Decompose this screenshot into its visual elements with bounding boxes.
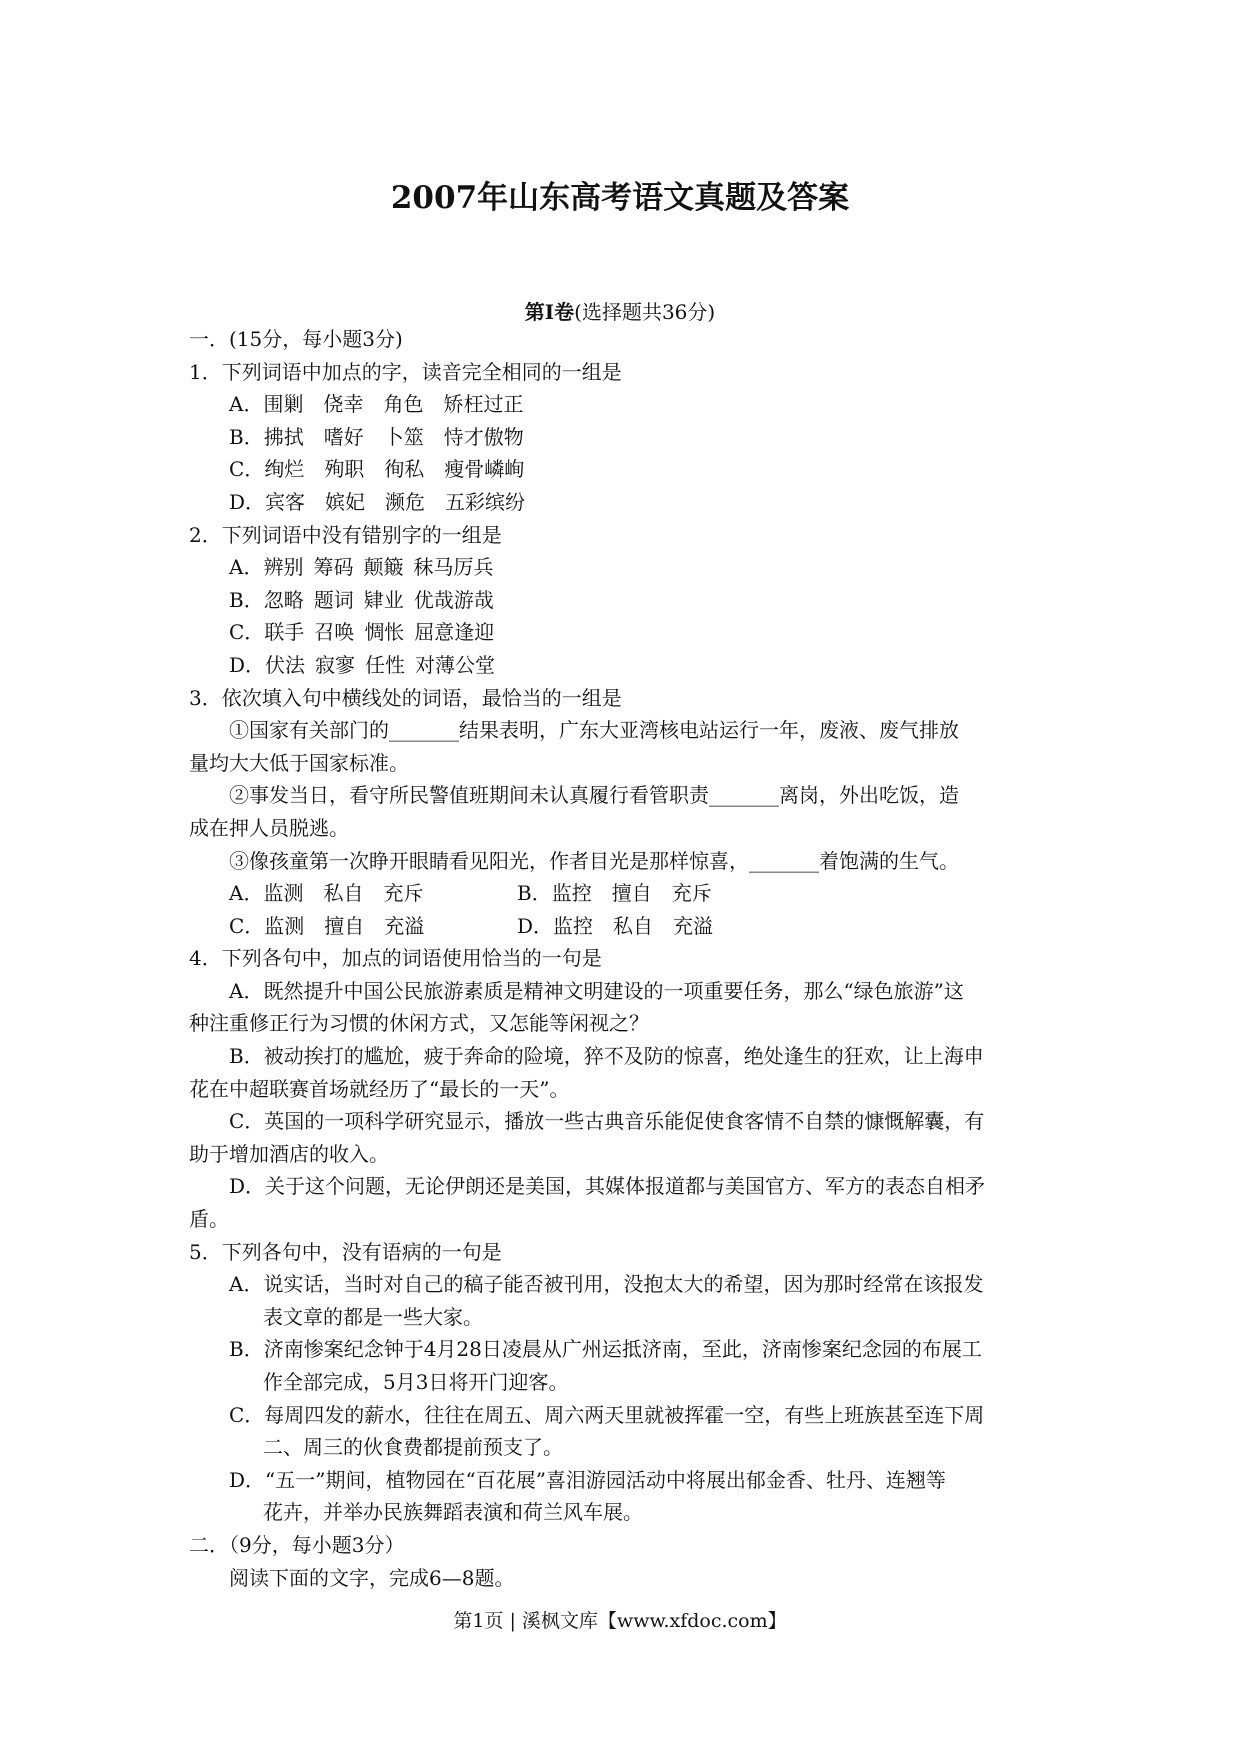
q5-option-d: D．“五一”期间，植物园在“百花展”喜泪游园活动中将展出郁金香、牡丹、连翘等 bbox=[229, 1467, 946, 1492]
fill-blank: _______ bbox=[389, 718, 459, 743]
option-word: 屈意逢迎 bbox=[414, 620, 495, 645]
q3-sentence-1-cont: 量均大大低于国家标准。 bbox=[189, 750, 409, 775]
option-label: B． bbox=[229, 424, 264, 449]
q1-option-b bbox=[189, 421, 1061, 454]
q3-sentence-1 bbox=[189, 714, 1061, 747]
page-footer: 第1页 | 溪枫文库【www.xfdoc.com】 bbox=[453, 1610, 787, 1632]
option-word: 矫枉过正 bbox=[443, 392, 524, 417]
q1-stem: 1．下列词语中加点的字，读音完全相同的一组是 bbox=[189, 359, 622, 384]
option-word: 瘦骨嶙峋 bbox=[444, 457, 525, 482]
option-word: 寂寥 bbox=[315, 652, 356, 677]
q2-stem: 2．下列词语中没有错别字的一组是 bbox=[189, 522, 502, 547]
q3-sentence-3 bbox=[189, 845, 1061, 878]
q4-option-d-cont: 盾。 bbox=[189, 1207, 229, 1232]
q5-option-c-cont: 二、周三的伙食费都提前预支了。 bbox=[263, 1435, 563, 1460]
q3-sentence-2 bbox=[189, 779, 1061, 812]
q4-option-b: B．被动挨打的尴尬，疲于奔命的险境，猝不及防的惊喜，绝处逢生的狂欢，让上海申 bbox=[229, 1044, 984, 1069]
fill-blank: _______ bbox=[709, 783, 779, 808]
option-word: 任性 bbox=[365, 652, 406, 677]
q4-option-d: D．关于这个问题，无论伊朗还是美国，其媒体报道都与美国官方、军方的表态自相矛 bbox=[229, 1174, 986, 1199]
option-word: 筹码 bbox=[313, 555, 354, 580]
option-label: B． bbox=[229, 587, 264, 612]
sentence-text: ②事发当日，看守所民警值班期间未认真履行看管职责 bbox=[229, 783, 709, 808]
q3-stem: 3．依次填入句中横线处的词语，最恰当的一组是 bbox=[189, 685, 622, 710]
q5-option-a: A．说实话，当时对自己的稿子能否被刊用，没抱太大的希望，因为那时经常在该报发 bbox=[229, 1272, 984, 1297]
q2-option-d bbox=[189, 649, 1061, 682]
option-word: 惆怅 bbox=[364, 620, 405, 645]
option-word: 卜筮 bbox=[383, 424, 424, 449]
option-word: 肄业 bbox=[363, 587, 404, 612]
q5-option-b: B．济南惨案纪念钟于4月28日凌晨从广州运抵济南，至此，济南惨案纪念园的布展工 bbox=[229, 1337, 982, 1362]
q1-option-d bbox=[189, 486, 1061, 519]
option-a: A．监测 私自 充斥 bbox=[229, 881, 424, 906]
sentence-text: 结果表明，广东大亚湾核电站运行一年，废液、废气排放 bbox=[459, 718, 959, 743]
q4-option-b-cont: 花在中超联赛首场就经历了“最长的一天”。 bbox=[189, 1076, 570, 1101]
option-word: 徇私 bbox=[384, 457, 425, 482]
option-word: 联手 bbox=[264, 620, 305, 645]
option-label: A． bbox=[229, 555, 264, 580]
option-word: 宾客 bbox=[265, 489, 306, 514]
option-label: D． bbox=[229, 652, 266, 677]
option-word: 伏法 bbox=[265, 652, 306, 677]
q2-option-a bbox=[189, 551, 1061, 584]
part1-heading: 一．(15分，每小题3分) bbox=[189, 327, 403, 351]
q2-option-c bbox=[189, 616, 1061, 649]
q4-option-c: C．英国的一项科学研究显示，播放一些古典音乐能促使食客情不自禁的慷慨解囊，有 bbox=[229, 1109, 985, 1134]
option-word: 辨别 bbox=[263, 555, 304, 580]
option-c: C．监测 擅自 充溢 bbox=[229, 913, 425, 938]
option-word: 角色 bbox=[383, 392, 424, 417]
option-word: 召唤 bbox=[314, 620, 355, 645]
q5-option-c: C．每周四发的薪水，往往在周五、周六两天里就被挥霍一空，有些上班族甚至连下周 bbox=[229, 1402, 985, 1427]
q1-option-c bbox=[189, 453, 1061, 486]
q4-stem: 4．下列各句中，加点的词语使用恰当的一句是 bbox=[189, 946, 602, 971]
exam-content bbox=[189, 323, 1061, 1594]
section-heading-rest: (选择题共36分) bbox=[574, 300, 716, 324]
section-heading-bold: 第I卷 bbox=[524, 300, 575, 324]
page-title: 2007年山东高考语文真题及答案 bbox=[390, 180, 850, 216]
option-label: A． bbox=[229, 392, 264, 417]
option-d: D．监控 私自 充溢 bbox=[517, 913, 714, 938]
option-word: 拂拭 bbox=[263, 424, 304, 449]
option-word: 五彩缤纷 bbox=[445, 489, 526, 514]
q3-options-row-2 bbox=[189, 910, 1061, 943]
part2-instruction: 阅读下面的文字，完成6—8题。 bbox=[229, 1565, 515, 1590]
option-word: 侥幸 bbox=[323, 392, 364, 417]
option-word: 嗜好 bbox=[323, 424, 364, 449]
q5-option-a-cont: 表文章的都是一些大家。 bbox=[263, 1304, 483, 1329]
option-word: 秣马厉兵 bbox=[413, 555, 494, 580]
option-word: 优哉游哉 bbox=[413, 587, 494, 612]
fill-blank: _______ bbox=[749, 848, 819, 873]
option-b: B．监控 擅自 充斥 bbox=[517, 881, 712, 906]
sentence-text: ③像孩童第一次睁开眼睛看见阳光，作者目光是那样惊喜， bbox=[229, 848, 749, 873]
sentence-text: 离岗，外出吃饭，造 bbox=[779, 783, 959, 808]
q5-option-b-cont: 作全部完成，5月3日将开门迎客。 bbox=[263, 1370, 569, 1394]
q3-sentence-2-cont: 成在押人员脱逃。 bbox=[189, 815, 349, 840]
q4-option-a-cont: 种注重修正行为习惯的休闲方式，又怎能等闲视之？ bbox=[189, 1011, 649, 1036]
q4-option-c-cont: 助于增加酒店的收入。 bbox=[189, 1141, 389, 1166]
option-word: 嫔妃 bbox=[325, 489, 366, 514]
option-label: D． bbox=[229, 489, 266, 514]
option-word: 围剿 bbox=[263, 392, 304, 417]
q3-options-row-1 bbox=[189, 877, 1061, 910]
option-word: 颠簸 bbox=[363, 555, 404, 580]
q2-option-b bbox=[189, 584, 1061, 617]
part2-heading: 二．（9分，每小题3分） bbox=[189, 1532, 405, 1557]
option-word: 绚烂 bbox=[264, 457, 305, 482]
q1-option-a bbox=[189, 388, 1061, 421]
q5-stem: 5．下列各句中，没有语病的一句是 bbox=[189, 1239, 502, 1264]
option-word: 殉职 bbox=[324, 457, 365, 482]
q4-option-a: A．既然提升中国公民旅游素质是精神文明建设的一项重要任务，那么“绿色旅游”这 bbox=[229, 978, 964, 1003]
option-word: 题词 bbox=[313, 587, 354, 612]
q5-option-d-cont: 花卉，并举办民族舞蹈表演和荷兰风车展。 bbox=[263, 1500, 643, 1525]
option-word: 濒危 bbox=[385, 489, 426, 514]
option-label: C． bbox=[229, 457, 265, 482]
sentence-text: ①国家有关部门的 bbox=[229, 718, 389, 743]
option-label: C． bbox=[229, 620, 265, 645]
option-word: 忽略 bbox=[263, 587, 304, 612]
sentence-text: 着饱满的生气。 bbox=[819, 848, 959, 873]
option-word: 恃才傲物 bbox=[443, 424, 524, 449]
option-word: 对薄公堂 bbox=[415, 652, 496, 677]
section-heading bbox=[0, 296, 1240, 325]
